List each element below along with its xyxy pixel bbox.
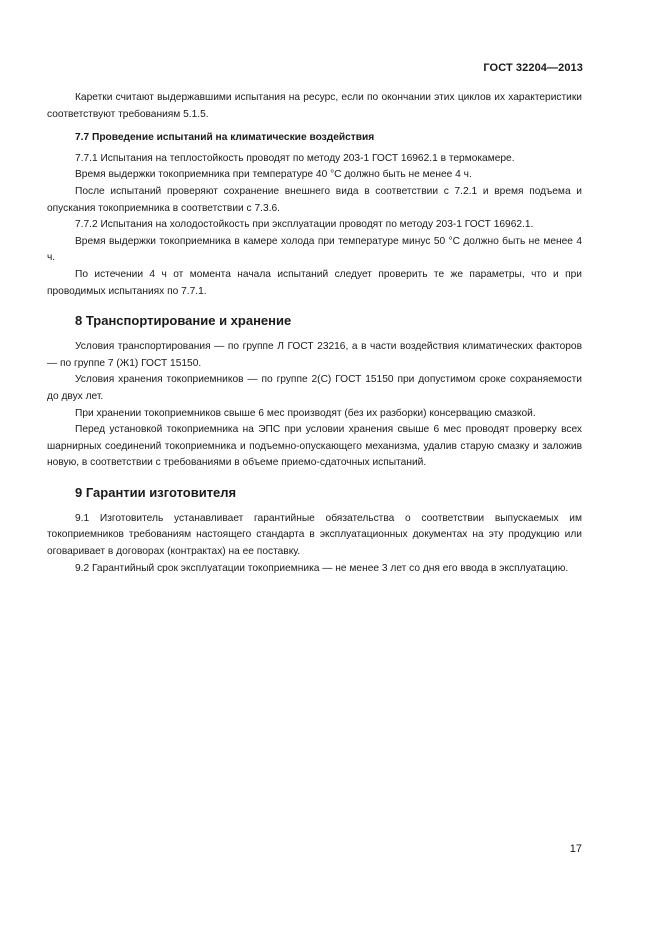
section-9-paragraph-1: 9.1 Изготовитель устанавливает гарантийные обязательства о соответствии выпускаемых им токоприемников требованиям настоящего стандарта в эксплуатационных документах на эту продукцию или оговаривает в договорах (контрактах) на ее поставку.	[47, 512, 582, 558]
section-7-7-heading: 7.7 Проведение испытаний на климатические воздействия	[75, 132, 375, 144]
section-7-7-paragraph-3: После испытаний проверяют сохранение внешнего вида в соответствии с 7.2.1 и время подъема и опускания токоприемника в соответствии с 7.3.6.	[47, 185, 582, 214]
page-number: 17	[569, 843, 582, 855]
section-7-7-paragraph-6: По истечении 4 ч от момента начала испытаний следует проверить те же параметры, что и при проводимых испытаниях по 7.7.1.	[47, 268, 582, 297]
section-9-paragraph-2: 9.2 Гарантийный срок эксплуатации токоприемника — не менее 3 лет со дня его ввода в эксплуатацию.	[75, 562, 569, 574]
section-8-paragraph-3: При хранении токоприемников свыше 6 мес производят (без их разборки) консервацию смазкой.	[75, 407, 536, 419]
section-7-7-paragraph-2: Время выдержки токоприемника при температуре 40 °С должно быть не менее 4 ч.	[75, 169, 472, 181]
section-7-7-paragraph-1: 7.7.1 Испытания на теплостойкость проводят по методу 203-1 ГОСТ 16962.1 в термокамере.	[75, 152, 515, 164]
section-9-heading: 9 Гарантии изготовителя	[75, 484, 237, 500]
document-standard-code: ГОСТ 32204—2013	[483, 62, 583, 74]
intro-paragraph: Каретки считают выдержавшими испытания на ресурс, если по окончании этих циклов их характеристики соответствуют требованиям 5.1.5.	[47, 92, 582, 120]
page-content	[47, 90, 582, 577]
section-7-7-paragraph-4: 7.7.2 Испытания на холодостойкость при эксплуатации проводят по методу 203-1 ГОСТ 16962.1.	[75, 219, 534, 231]
section-8-heading: 8 Транспортирование и хранение	[75, 313, 292, 329]
section-7-7-paragraph-5: Время выдержки токоприемника в камере холода при температуре минус 50 °С должно быть не менее 4 ч.	[47, 235, 582, 264]
section-8-paragraph-1: Условия транспортирования — по группе Л ГОСТ 23216, а в части воздействия климатических факторов — по группе 7 (Ж1) ГОСТ 15150.	[47, 341, 582, 369]
section-8-paragraph-2: Условия хранения токоприемников — по группе 2(С) ГОСТ 15150 при допустимом сроке сохраняемости до двух лет.	[47, 374, 582, 402]
section-8-paragraph-4: Перед установкой токоприемника на ЭПС при условии хранения свыше 6 мес проводят проверку всех шарнирных соединений токоприемника и подъемно-опускающего механизма, удалив старую смазку и заложив новую, в соответствии с требованиями в объеме приемо-сдаточных испытаний.	[47, 424, 582, 469]
